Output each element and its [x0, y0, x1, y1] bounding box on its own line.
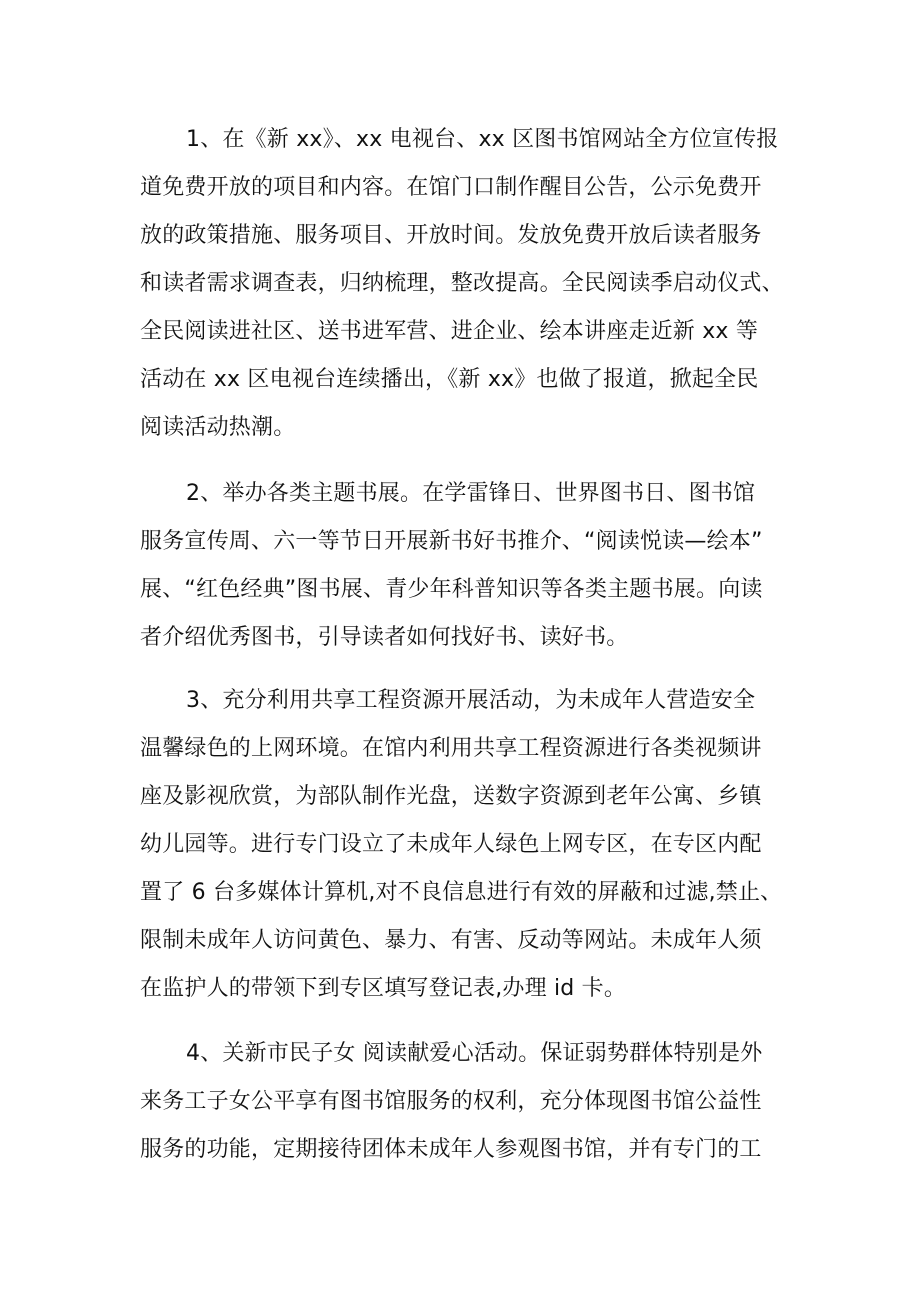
text-line: 服务宣传周、六一等节日开展新书好书推介、“阅读悦读—绘本”	[140, 529, 763, 554]
text-line: 展、“红色经典”图书展、青少年科普知识等各类主题书展。向读	[140, 577, 763, 602]
text-line: 放的政策措施、服务项目、开放时间。发放免费开放后读者服务	[140, 223, 762, 248]
text-line: 1、在《新 xx》、xx 电视台、xx 区图书馆网站全方位宣传报	[186, 127, 779, 152]
paragraph-2	[140, 470, 800, 662]
text-line: 幼儿园等。进行专门设立了未成年人绿色上网专区，在专区内配	[140, 832, 762, 857]
paragraph-3	[140, 677, 800, 1013]
text-line: 限制未成年人访问黄色、暴力、有害、反动等网站。未成年人须	[140, 928, 762, 953]
text-line: 座及影视欣赏，为部队制作光盘，送数字资源到老年公寓、乡镇	[140, 784, 762, 809]
paragraph-4	[140, 1030, 800, 1174]
text-line: 活动在 xx 区电视台连续播出，《新 xx》也做了报道，掀起全民	[140, 367, 759, 392]
text-line: 全民阅读进社区、送书进军营、进企业、绘本讲座走近新 xx 等	[140, 319, 759, 344]
text-line: 服务的功能，定期接待团体未成年人参观图书馆，并有专门的工	[140, 1137, 762, 1162]
text-line: 2、举办各类主题书展。在学雷锋日、世界图书日、图书馆	[186, 481, 756, 506]
paragraph-1	[140, 116, 800, 452]
text-line: 来务工子女公平享有图书馆服务的权利，充分体现图书馆公益性	[140, 1089, 762, 1114]
text-line: 在监护人的带领下到专区填写登记表,办理 id 卡。	[140, 976, 627, 1001]
text-line: 置了 6 台多媒体计算机,对不良信息进行有效的屏蔽和过滤,禁止、	[140, 880, 783, 905]
text-line: 阅读活动热潮。	[140, 415, 296, 440]
text-line: 温馨绿色的上网环境。在馆内利用共享工程资源进行各类视频讲	[140, 736, 762, 761]
text-line: 者介绍优秀图书，引导读者如何找好书、读好书。	[140, 625, 629, 650]
text-line: 和读者需求调查表，归纳梳理，整改提高。全民阅读季启动仪式、	[140, 271, 784, 296]
text-line: 4、关新市民子女 阅读献爱心活动。保证弱势群体特别是外	[186, 1041, 763, 1066]
text-line: 3、充分利用共享工程资源开展活动，为未成年人营造安全	[186, 688, 756, 713]
text-line: 道免费开放的项目和内容。在馆门口制作醒目公告，公示免费开	[140, 175, 762, 200]
